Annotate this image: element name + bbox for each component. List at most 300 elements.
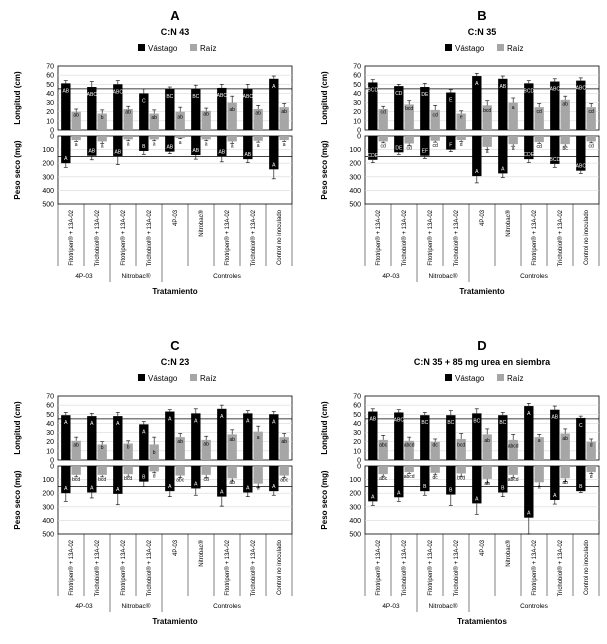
length-axis-label: Longitud (cm) [13, 401, 22, 455]
chart-panel-d [320, 338, 599, 626]
legend-label-vastago: Vástago [148, 374, 178, 383]
weight-data-label: A [553, 493, 557, 499]
category-tick-label: Trichobiol® + 13A-02 [95, 210, 101, 267]
legend [138, 374, 216, 383]
weight-data-label: bc [562, 146, 568, 153]
weight-tick-label: 100 [349, 147, 361, 155]
weight-bar [405, 136, 414, 143]
weight-data-label: CDE [367, 152, 379, 159]
weight-data-label: a [178, 140, 182, 147]
weight-axis-label: Peso seco (mg) [13, 140, 22, 200]
length-data-label: ab [125, 109, 131, 116]
weight-tick-label: 0 [357, 133, 361, 141]
length-tick-label: 40 [353, 420, 361, 428]
length-data-label: bcd [405, 106, 414, 113]
weight-data-label: A [168, 484, 172, 491]
weight-data-label: AB [244, 152, 252, 159]
weight-data-label: bcd [124, 476, 133, 483]
length-data-label: ab [203, 111, 209, 118]
length-tick-label: 50 [353, 81, 361, 89]
length-tick-label: 30 [353, 430, 361, 438]
length-data-label: ab [73, 112, 79, 119]
length-data-label: BC [192, 93, 200, 100]
length-tick-label: 30 [46, 100, 54, 108]
category-tick-label: Fitotripen® + 13A-02 [376, 540, 382, 596]
length-data-label: A [475, 81, 479, 88]
length-data-label: ab [203, 441, 209, 448]
weight-data-label: CDE [523, 152, 535, 159]
length-tick-label: 40 [353, 90, 361, 98]
weight-bar [254, 136, 263, 141]
length-data-label: ABC [112, 89, 123, 96]
length-data-label: BC [473, 418, 481, 425]
weight-bar [280, 136, 289, 140]
group-label: Nitrobac® [428, 603, 458, 610]
length-tick-label: 10 [46, 448, 54, 456]
category-tick-label: Fitotripen® + 13A-02 [532, 540, 538, 596]
weight-data-label: ab [229, 480, 235, 487]
weight-data-label: bcd [98, 476, 107, 483]
weight-bar [561, 466, 570, 478]
category-tick-label: Nitrobac® [199, 210, 205, 237]
legend-label-vastago: Vástago [148, 44, 178, 53]
x-axis-label: Tratamiento [152, 287, 198, 296]
group-label: Controles [520, 273, 548, 280]
weight-bar [457, 136, 466, 140]
weight-bar [228, 466, 237, 478]
length-data-label: CD [395, 91, 403, 98]
weight-bar [457, 466, 466, 473]
length-data-label: ABC [393, 417, 404, 424]
weight-data-label: bcd [457, 475, 466, 482]
chart-panel-c [13, 338, 292, 626]
weight-data-label: bcd [72, 476, 81, 483]
length-tick-label: 20 [46, 109, 54, 117]
length-tick-label: 50 [46, 411, 54, 419]
weight-data-label: AB [192, 148, 200, 155]
weight-data-label: B [449, 487, 453, 494]
weight-data-label: cd [380, 143, 386, 150]
weight-bar [379, 466, 388, 474]
weight-bar [202, 136, 211, 139]
weight-data-label: A [220, 489, 224, 496]
length-data-label: C [579, 422, 583, 429]
weight-bar [98, 466, 107, 475]
weight-data-label: a [256, 142, 260, 149]
weight-data-label: a [204, 141, 208, 148]
weight-tick-label: 300 [42, 504, 54, 512]
length-data-label: cd [588, 108, 594, 115]
weight-data-label: abcd [507, 476, 519, 483]
length-tick-label: 50 [46, 81, 54, 89]
length-data-label: dc [432, 442, 438, 449]
weight-tick-label: 0 [50, 463, 54, 471]
series-vastago [368, 403, 585, 534]
legend-swatch-raiz [497, 374, 504, 381]
category-tick-label: Trichobiol® + 13A-02 [251, 540, 257, 597]
category-tick-label: Trichobiol® + 13A-02 [454, 540, 460, 597]
category-tick-label: Trichobiol® + 13A-02 [402, 210, 408, 267]
weight-data-label: A [246, 485, 250, 492]
length-data-label: E [449, 97, 453, 104]
length-data-label: BC [499, 420, 507, 427]
weight-data-label: AB [114, 149, 122, 156]
weight-data-label: A [397, 490, 401, 497]
weight-data-label: a [537, 484, 541, 491]
length-tick-label: 20 [353, 109, 361, 117]
legend [138, 44, 216, 53]
weight-bar [561, 136, 570, 144]
weight-bar [176, 466, 185, 476]
weight-data-label: B [579, 484, 583, 491]
length-data-label: cd [380, 109, 386, 116]
length-data-label: BC [447, 420, 455, 427]
weight-data-label: cd [588, 143, 594, 150]
weight-axis-label: Peso seco (mg) [320, 470, 329, 530]
weight-tick-label: 0 [50, 133, 54, 141]
legend-swatch-raiz [190, 374, 197, 381]
length-tick-label: 0 [50, 457, 54, 465]
length-data-label: b [100, 445, 104, 452]
group-label: 4P-03 [75, 603, 93, 610]
length-axis-label: Longitud (cm) [320, 71, 329, 125]
weight-data-label: AB [218, 149, 226, 156]
category-tick-label: Fitotripen® + 13A-02 [225, 540, 231, 596]
panel-letter: A [170, 8, 180, 23]
weight-bar [72, 136, 81, 140]
length-data-label: ab [562, 101, 568, 108]
length-tick-label: 70 [353, 393, 361, 401]
length-tick-label: 70 [353, 63, 361, 71]
weight-bar [254, 466, 263, 484]
category-tick-label: 4P-03 [173, 210, 179, 227]
weight-data-label: a [282, 142, 286, 149]
weight-data-label: B [423, 484, 427, 491]
weight-tick-label: 100 [42, 477, 54, 485]
weight-bar [587, 136, 596, 141]
length-data-label: ab [151, 115, 157, 122]
length-data-label: ab [177, 438, 183, 445]
legend-label-raiz: Raíz [507, 44, 524, 53]
length-data-label: a [256, 435, 260, 442]
weight-bar [228, 136, 237, 141]
length-data-label: ab [229, 106, 235, 113]
weight-tick-label: 200 [349, 160, 361, 168]
panel-title: C:N 23 [160, 357, 190, 367]
length-data-label: ABC [575, 85, 586, 92]
group-label: Nitrobac® [428, 273, 458, 280]
chart-panel-a [13, 8, 292, 296]
weight-bar [202, 466, 211, 475]
series-vastago [61, 405, 278, 506]
length-tick-label: 70 [46, 393, 54, 401]
category-tick-label: Trichobiol® + 13A-02 [147, 540, 153, 597]
length-data-label: a [537, 437, 541, 444]
weight-bar [280, 466, 289, 476]
length-data-label: ab [281, 108, 287, 115]
weight-data-label: BCD [549, 156, 561, 163]
length-data-label: ab [484, 437, 490, 444]
weight-tick-label: 500 [42, 531, 54, 539]
group-label: 4P-03 [75, 273, 93, 280]
category-tick-label: Control no inoculado [277, 540, 283, 596]
series-raiz [379, 429, 596, 490]
length-data-label: abc [379, 442, 388, 449]
weight-bar [431, 136, 440, 141]
weight-data-label: AB [166, 144, 174, 151]
weight-bar [431, 466, 440, 473]
length-tick-label: 40 [46, 420, 54, 428]
weight-data-label: a [230, 143, 234, 150]
legend-swatch-vastago [445, 44, 452, 51]
category-tick-label: Trichobiol® + 13A-02 [558, 210, 564, 267]
weight-bar [124, 466, 133, 474]
category-tick-label: Trichobiol® + 13A-02 [454, 210, 460, 267]
length-axis-label: Longitud (cm) [13, 71, 22, 125]
legend-swatch-raiz [497, 44, 504, 51]
legend-swatch-vastago [445, 374, 452, 381]
length-tick-label: 10 [353, 448, 361, 456]
category-tick-label: Fitotripen® + 13A-02 [532, 210, 538, 266]
weight-data-label: a [256, 485, 260, 492]
panel-letter: D [477, 338, 487, 353]
length-data-label: BC [166, 93, 174, 100]
category-tick-label: Trichobiol® + 13A-02 [402, 540, 408, 597]
category-tick-label: 4P-03 [173, 540, 179, 557]
weight-bar [587, 466, 596, 472]
category-tick-label: Trichobiol® + 13A-02 [95, 540, 101, 597]
weight-data-label: A [475, 169, 479, 176]
legend-label-raiz: Raíz [200, 374, 217, 383]
legend-label-vastago: Vástago [455, 44, 485, 53]
length-tick-label: 10 [353, 118, 361, 126]
length-data-label: b [126, 444, 130, 451]
length-tick-label: 40 [46, 90, 54, 98]
length-data-label: A [64, 420, 68, 427]
length-tick-label: 60 [46, 402, 54, 410]
length-tick-label: 60 [353, 72, 361, 80]
length-data-label: ab [281, 438, 287, 445]
length-tick-label: 30 [46, 430, 54, 438]
weight-data-label: ab [484, 480, 490, 487]
weight-tick-label: 400 [349, 517, 361, 525]
weight-data-label: a [485, 148, 489, 155]
weight-data-label: a [126, 141, 130, 148]
category-tick-label: 4P-03 [480, 540, 486, 557]
length-data-label: AB [369, 416, 377, 423]
length-data-label: cd [432, 112, 438, 119]
length-data-label: A [220, 413, 224, 420]
weight-data-label: ab [562, 480, 568, 487]
length-data-label: A [246, 418, 250, 425]
weight-tick-label: 200 [42, 490, 54, 498]
weight-tick-label: 400 [349, 187, 361, 195]
series-raiz [379, 96, 596, 155]
weight-data-label: abcd [403, 474, 415, 481]
group-label: 4P-03 [382, 603, 400, 610]
length-data-label: abcd [507, 443, 519, 450]
group-label: Controles [213, 603, 241, 610]
length-data-label: b [100, 115, 104, 122]
category-tick-label: Nitrobac® [506, 540, 512, 567]
length-data-label: b [152, 449, 156, 456]
weight-data-label: cd [536, 144, 542, 151]
weight-data-label: A [64, 156, 68, 163]
group-label: Nitrobac® [121, 273, 151, 280]
length-data-label: ab [73, 442, 79, 449]
group-label: Controles [520, 603, 548, 610]
weight-data-label: d [152, 473, 156, 480]
weight-tick-label: 400 [42, 517, 54, 525]
legend-swatch-vastago [138, 374, 145, 381]
length-data-label: a [511, 105, 515, 112]
weight-bar [535, 136, 544, 142]
legend-swatch-vastago [138, 44, 145, 51]
weight-data-label: abc [280, 477, 289, 484]
length-data-label: A [272, 419, 276, 426]
panel-letter: C [170, 338, 180, 353]
panel-letter: B [477, 8, 487, 23]
weight-bar [124, 136, 133, 139]
weight-data-label: DE [395, 145, 403, 152]
weight-data-label: AB [88, 148, 96, 155]
length-data-label: bcd [483, 107, 492, 114]
length-data-label: ABC [549, 86, 560, 93]
weight-tick-label: 200 [42, 160, 54, 168]
weight-tick-label: 100 [349, 477, 361, 485]
weight-data-label: A [194, 481, 198, 488]
weight-data-label: A [64, 486, 68, 493]
weight-bar [405, 466, 414, 472]
category-tick-label: Control no inoculado [277, 210, 283, 266]
weight-data-label: A [116, 486, 120, 493]
weight-tick-label: 300 [42, 174, 54, 182]
weight-bar [176, 136, 185, 138]
category-tick-label: Trichobiol® + 13A-02 [147, 210, 153, 267]
weight-data-label: a [100, 143, 104, 150]
category-tick-label: Fitotripen® + 13A-02 [376, 210, 382, 266]
group-label: 4P-03 [382, 273, 400, 280]
length-data-label: d [589, 442, 593, 449]
length-data-label: A [272, 83, 276, 90]
length-data-label: AB [62, 88, 70, 95]
category-tick-label: Control no inoculado [584, 210, 590, 266]
category-tick-label: Control no inoculado [584, 540, 590, 596]
length-data-label: A [142, 429, 146, 436]
category-tick-label: Fitotripen® + 13A-02 [121, 210, 127, 266]
category-tick-label: Fitotripen® + 13A-02 [428, 540, 434, 596]
weight-data-label: a [74, 142, 78, 149]
length-data-label: DE [421, 92, 429, 99]
length-data-label: C [142, 98, 146, 105]
length-data-label: bcd [457, 442, 466, 449]
length-data-label: ABC [86, 92, 97, 99]
weight-tick-label: 300 [349, 504, 361, 512]
weight-axis-label: Peso seco (mg) [13, 470, 22, 530]
series-vastago [368, 73, 587, 183]
length-data-label: ab [255, 110, 261, 117]
length-data-label: ABC [242, 93, 253, 100]
length-tick-label: 0 [357, 457, 361, 465]
category-tick-label: Trichobiol® + 13A-02 [251, 210, 257, 267]
length-data-label: abcd [403, 442, 415, 449]
weight-bar [535, 466, 544, 482]
weight-bar [483, 466, 492, 479]
length-tick-label: 30 [353, 100, 361, 108]
panel-title: C:N 43 [160, 27, 190, 37]
length-data-label: ABC [216, 92, 227, 99]
length-data-label: AB [551, 414, 559, 421]
length-data-label: AB [499, 83, 507, 90]
length-tick-label: 0 [357, 127, 361, 135]
weight-data-label: cd [432, 142, 438, 149]
weight-bar [98, 136, 107, 141]
length-data-label: ab [229, 436, 235, 443]
legend-label-raiz: Raíz [507, 374, 524, 383]
category-tick-label: Fitotripen® + 13A-02 [225, 210, 231, 266]
category-tick-label: Nitrobac® [506, 210, 512, 237]
chart-panel-b [320, 8, 599, 296]
length-data-label: BCD [523, 88, 535, 95]
group-label: Controles [213, 273, 241, 280]
weight-data-label: A [272, 484, 276, 491]
x-axis-label: Tratamientos [457, 617, 507, 626]
legend-label-vastago: Vástago [455, 374, 485, 383]
length-tick-label: 60 [353, 402, 361, 410]
length-data-label: BCD [367, 87, 379, 94]
weight-data-label: ABC [575, 163, 586, 170]
weight-data-label: d [589, 474, 593, 481]
weight-bar [483, 136, 492, 147]
category-tick-label: Fitotripen® + 13A-02 [69, 540, 75, 596]
category-tick-label: Fitotripen® + 13A-02 [69, 210, 75, 266]
group-label: Nitrobac® [121, 603, 151, 610]
weight-data-label: A [527, 510, 531, 517]
weight-data-label: B [501, 485, 505, 492]
x-axis-label: Tratamiento [152, 617, 198, 626]
weight-data-label: A [272, 162, 276, 169]
length-tick-label: 60 [46, 72, 54, 80]
length-data-label: ab [562, 436, 568, 443]
weight-data-label: abc [379, 476, 388, 483]
weight-data-label: B [142, 474, 146, 481]
weight-data-label: dc [432, 474, 438, 481]
legend-swatch-raiz [190, 44, 197, 51]
weight-bar [509, 136, 518, 144]
length-data-label: A [194, 418, 198, 425]
panel-title: C:N 35 + 85 mg urea en siembra [413, 357, 551, 367]
weight-data-label: cd [406, 145, 412, 152]
legend [445, 44, 523, 53]
weight-data-label: A [90, 485, 94, 492]
length-data-label: A [90, 421, 94, 428]
category-tick-label: 4P-03 [480, 210, 486, 227]
x-axis-label: Tratamiento [459, 287, 505, 296]
weight-axis-label: Peso seco (mg) [320, 140, 329, 200]
weight-tick-label: 200 [349, 490, 361, 498]
length-data-label: BC [421, 420, 429, 427]
category-tick-label: Nitrobac® [199, 540, 205, 567]
weight-tick-label: 300 [349, 174, 361, 182]
weight-data-label: A [371, 494, 375, 501]
length-tick-label: 50 [353, 411, 361, 419]
length-tick-label: 10 [46, 118, 54, 126]
weight-bar [509, 466, 518, 475]
weight-tick-label: 100 [42, 147, 54, 155]
length-tick-label: 0 [50, 127, 54, 135]
weight-tick-label: 500 [349, 201, 361, 209]
weight-bar [150, 466, 159, 471]
